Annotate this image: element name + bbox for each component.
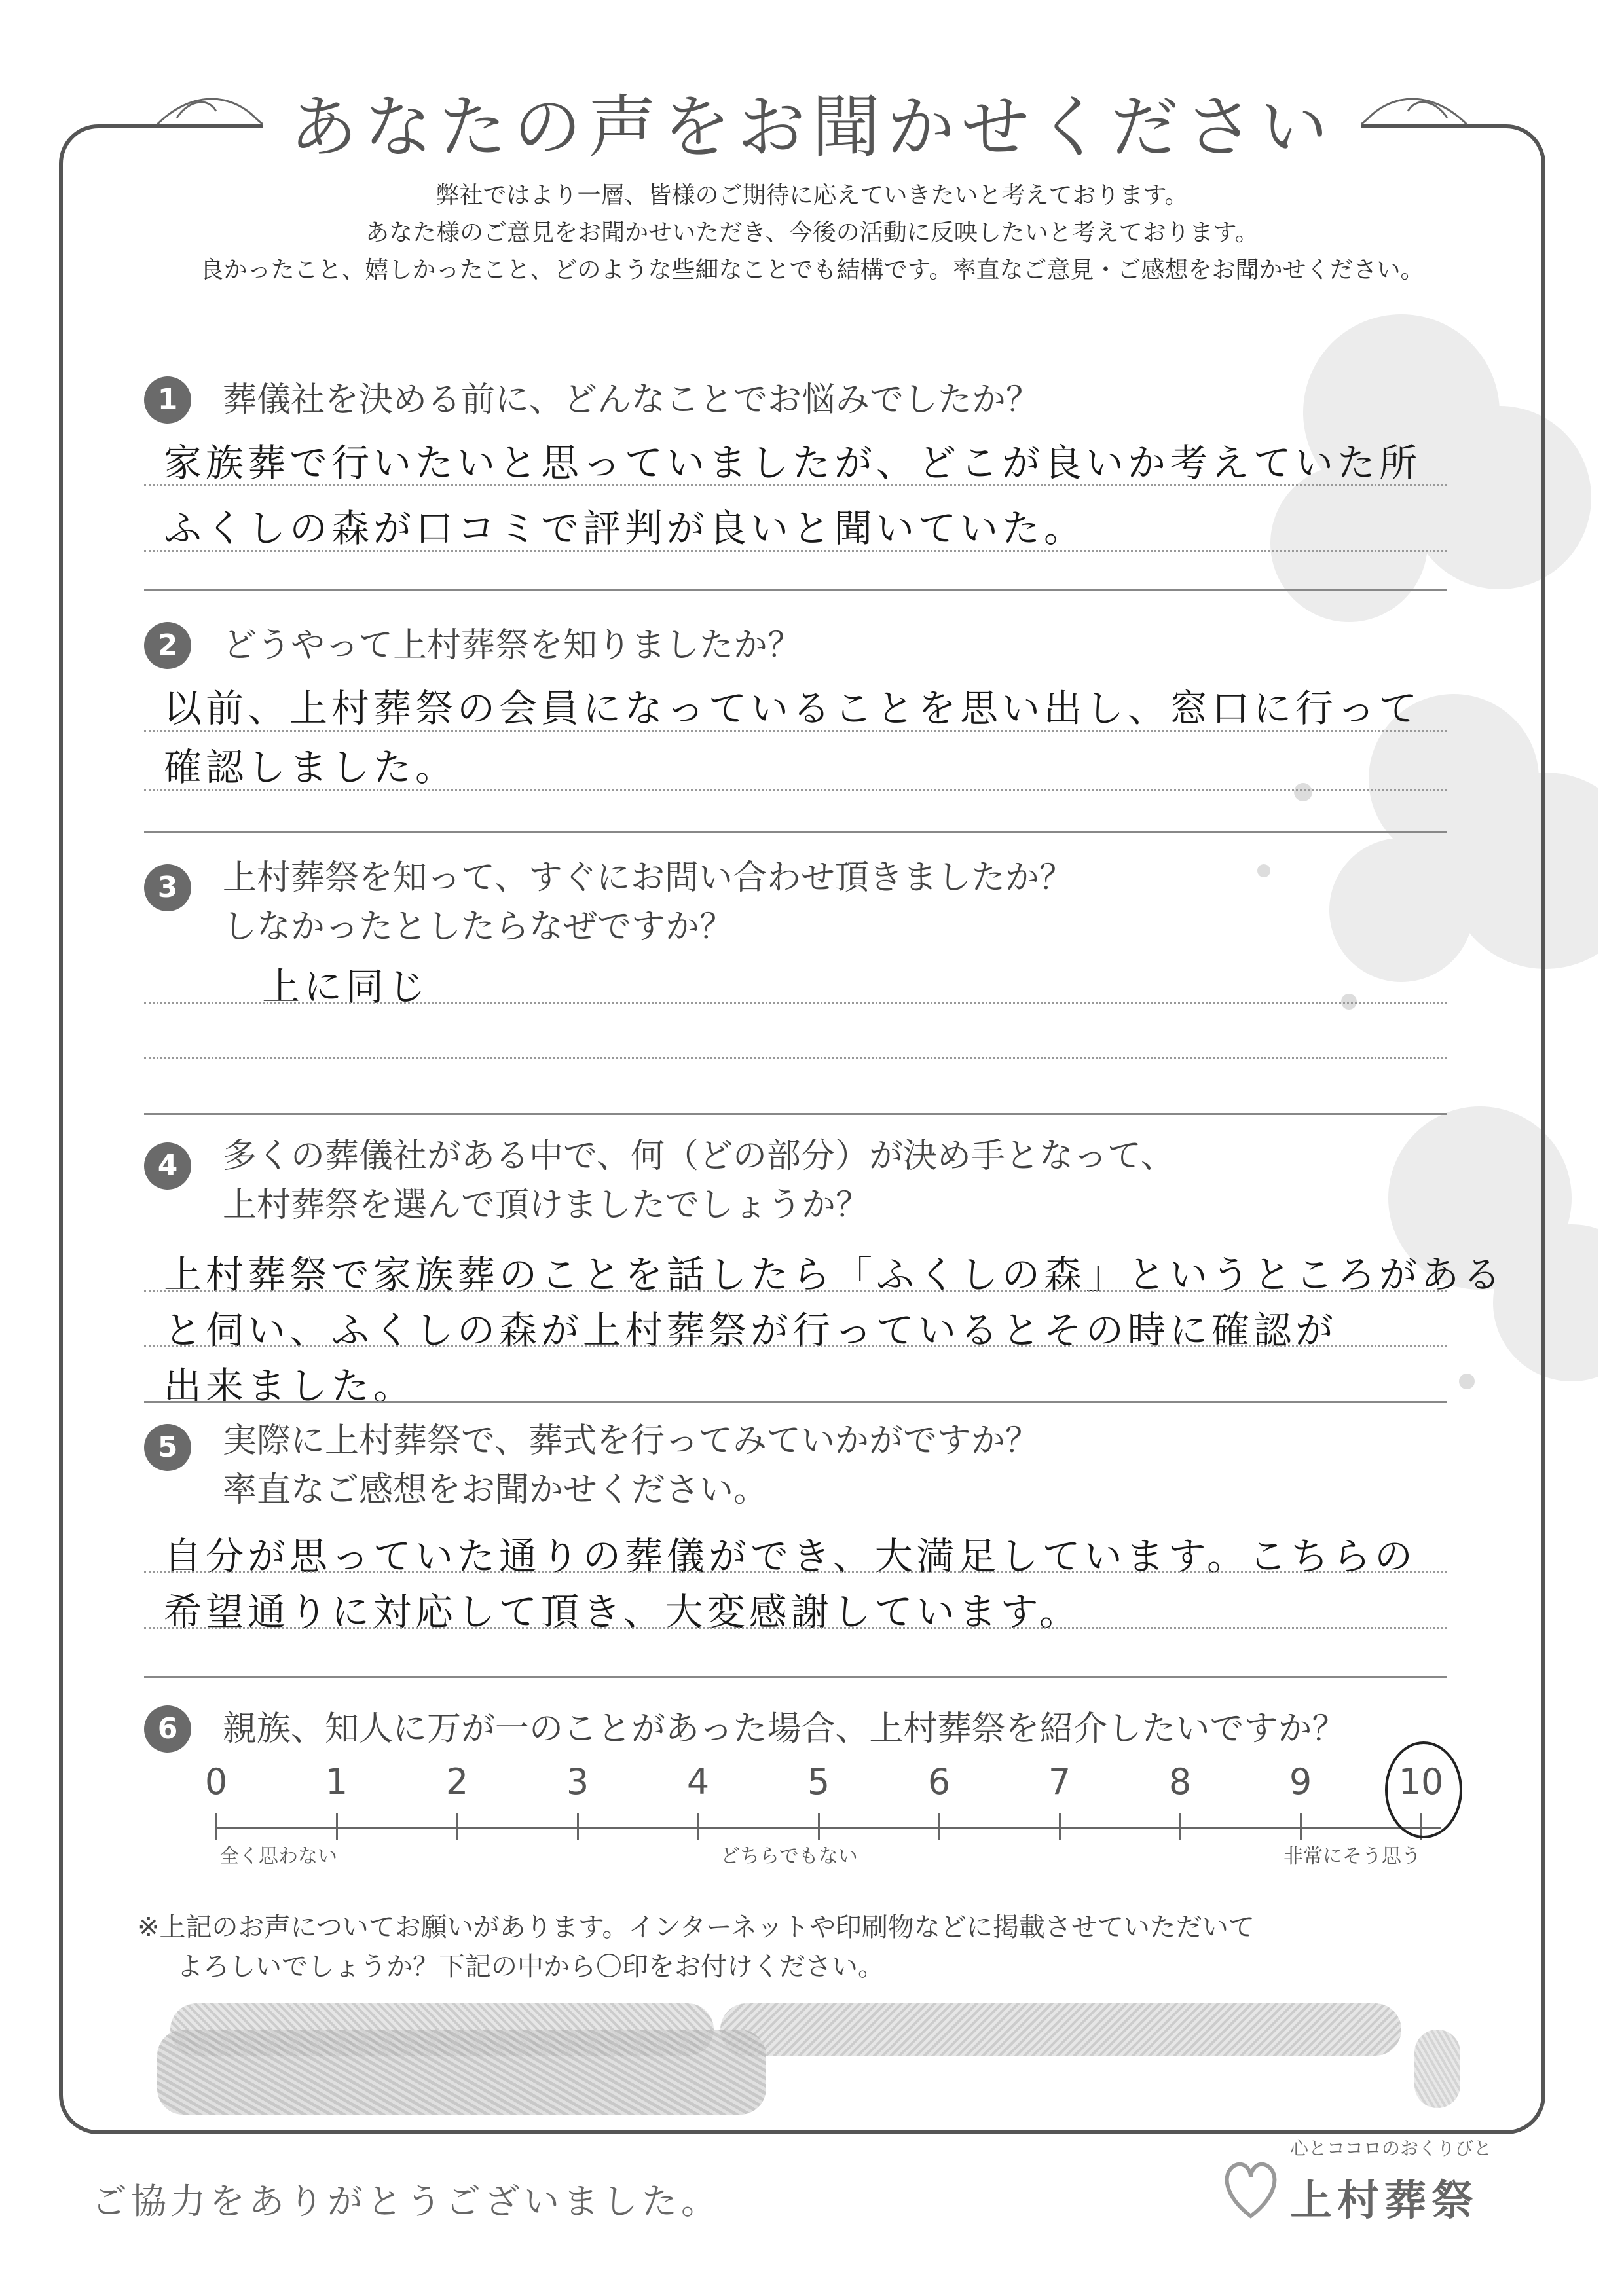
heart-logo-icon	[1218, 2147, 1283, 2226]
question-number-badge: 1	[144, 376, 191, 424]
scale-number: 6	[927, 1761, 951, 1802]
answer-line	[144, 789, 1447, 791]
redacted-area	[1414, 2030, 1460, 2108]
answer-text: 確認しました。	[164, 745, 458, 790]
scale-number: 3	[566, 1761, 589, 1802]
answer-text: 上村葬祭で家族葬のことを話したら「ふくしの森」というところがある	[164, 1252, 1505, 1297]
notice-text: よろしいでしょうか？下記の中から〇印をお付けください。	[177, 1952, 884, 1982]
question-text: 葬儀社を決める前に、どんなことでお悩みでしたか？	[223, 380, 1041, 420]
answer-line	[144, 484, 1447, 486]
question-number-badge: 6	[144, 1705, 191, 1753]
question-text: しなかったとしたらなぜですか？	[223, 907, 734, 947]
section-divider	[144, 589, 1447, 591]
question-text: 上村葬祭を選んで頂けましたでしょうか？	[223, 1186, 870, 1225]
answer-line	[144, 1571, 1447, 1573]
scale-number: 0	[204, 1761, 228, 1802]
answer-text: 家族葬で行いたいと思っていましたが、どこが良いか考えていた所	[164, 441, 1422, 485]
intro-line: あなた様のご意見をお聞かせいただき、今後の活動に反映したいと考えております。	[365, 219, 1259, 246]
redacted-area	[157, 2030, 766, 2115]
scale-number: 4	[686, 1761, 710, 1802]
question-number-badge: 4	[144, 1142, 191, 1190]
logo-name: 上村葬祭	[1290, 2177, 1479, 2225]
answer-line	[144, 550, 1447, 552]
logo-tagline: 心とココロのおくりびと	[1290, 2138, 1492, 2159]
answer-line	[144, 1345, 1447, 1347]
section-divider	[144, 831, 1447, 833]
scale-tick	[1300, 1813, 1302, 1840]
intro-line: 良かったこと、嬉しかったこと、どのような些細なことでも結構です。率直なご意見・ご感想をお聞かせください。	[200, 257, 1424, 283]
answer-line	[144, 1627, 1447, 1629]
scale-number: 10	[1398, 1761, 1444, 1802]
question-number-badge: 3	[144, 864, 191, 911]
title-area	[0, 72, 1624, 170]
scale-tick	[1179, 1813, 1181, 1840]
section-divider	[144, 1401, 1447, 1403]
answer-line	[144, 1290, 1447, 1292]
answer-text: ふくしの森が口コミで評判が良いと聞いていた。	[164, 506, 1086, 551]
question-number-badge: 5	[144, 1424, 191, 1471]
intro-text	[0, 177, 1624, 289]
question-text: 率直なご感想をお聞かせください。	[223, 1470, 768, 1510]
scale-tick	[697, 1813, 699, 1840]
notice-text: ※上記のお声についてお願いがあります。インターネットや印刷物などに掲載させていただいて	[138, 1912, 1255, 1942]
scale-tick	[215, 1813, 217, 1840]
answer-line	[144, 1057, 1447, 1059]
question-text: 多くの葬儀社がある中で、何（どの部分）が決め手となって、	[223, 1137, 1175, 1176]
scale-tick	[938, 1813, 940, 1840]
question-number-badge: 2	[144, 622, 191, 669]
answer-text: と伺い、ふくしの森が上村葬祭が行っているとその時に確認が	[164, 1308, 1338, 1353]
scale-tick	[818, 1813, 820, 1840]
section-divider	[144, 1676, 1447, 1678]
scale-number: 5	[807, 1761, 830, 1802]
closing-message: ご協力をありがとうございました。	[92, 2181, 720, 2222]
scale-number: 9	[1289, 1761, 1312, 1802]
question-text: 上村葬祭を知って、すぐにお問い合わせ頂きましたか？	[223, 858, 1073, 898]
scale-tick	[577, 1813, 579, 1840]
selected-rating-circle	[1385, 1741, 1462, 1838]
scale-label-low: 全く思わない	[219, 1845, 337, 1868]
section-divider	[144, 1113, 1447, 1115]
scale-label-mid: どちらでもない	[720, 1845, 858, 1868]
answer-line	[144, 1002, 1447, 1004]
scale-label-high: 非常にそう思う	[1283, 1845, 1421, 1868]
question-text: どうやって上村葬祭を知りましたか？	[223, 626, 802, 665]
question-text: 実際に上村葬祭で、葬式を行ってみていかがですか？	[223, 1421, 1039, 1461]
scale-tick	[336, 1813, 338, 1840]
scale-number: 2	[445, 1761, 469, 1802]
answer-text: 上に同じ	[262, 964, 430, 1009]
scale-number: 7	[1048, 1761, 1071, 1802]
rating-scale-axis	[216, 1827, 1441, 1829]
company-logo	[1218, 2128, 1532, 2246]
answer-line	[144, 730, 1447, 732]
redacted-area	[720, 2003, 1401, 2056]
scale-tick	[456, 1813, 458, 1840]
scale-tick	[1059, 1813, 1061, 1840]
answer-text: 自分が思っていた通りの葬儀ができ、大満足しています。こちらの	[164, 1534, 1417, 1578]
scale-number: 1	[325, 1761, 348, 1802]
answer-text: 希望通りに対応して頂き、大変感謝しています。	[164, 1590, 1082, 1634]
answer-text: 以前、上村葬祭の会員になっていることを思い出し、窓口に行って	[164, 686, 1422, 731]
form-frame	[59, 124, 1545, 2134]
answer-text: 出来ました。	[164, 1364, 416, 1408]
page-title: あなたの声をお聞かせください	[263, 87, 1361, 167]
scale-number: 8	[1168, 1761, 1192, 1802]
intro-line: 弊社ではより一層、皆様のご期待に応えていきたいと考えております。	[435, 182, 1189, 209]
question-text: 親族、知人に万が一のことがあった場合、上村葬祭を紹介したいですか？	[223, 1709, 1346, 1749]
